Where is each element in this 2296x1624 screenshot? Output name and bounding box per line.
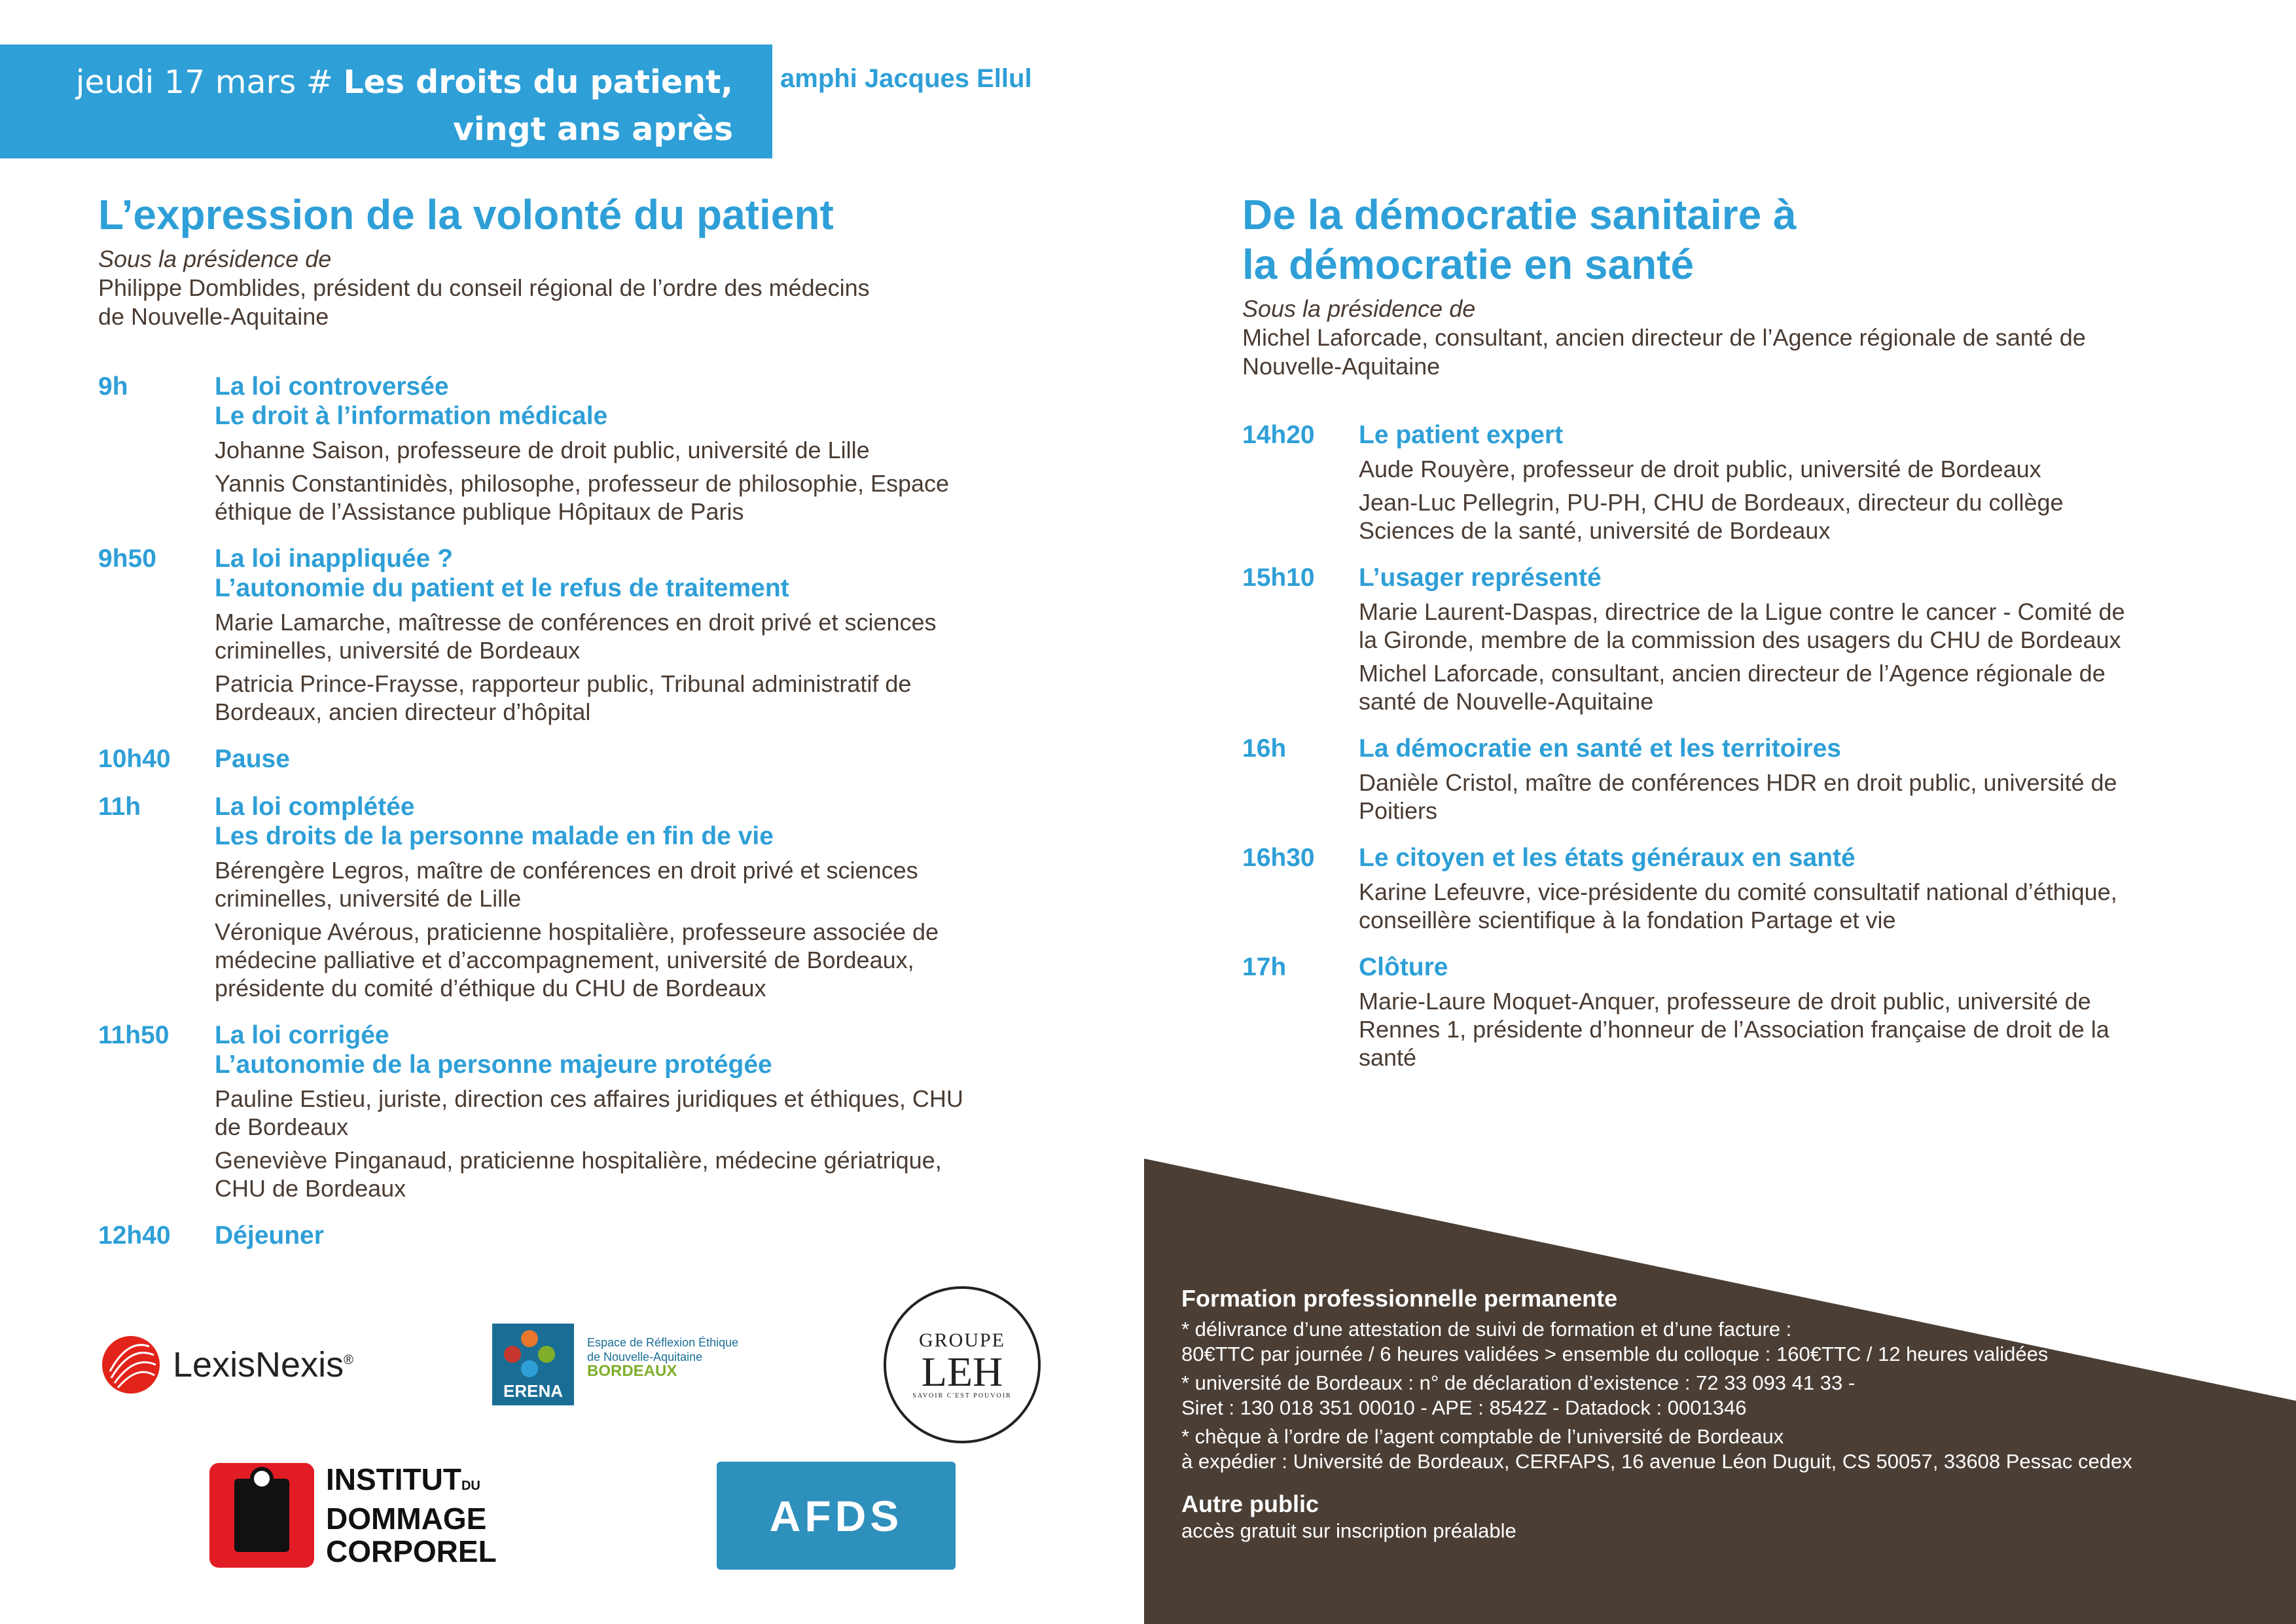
slot-content [1359, 563, 2224, 715]
slot-speaker: Aude Rouyère, professeur de droit public, université de Bordeaux [1359, 456, 2041, 482]
slot-time: 11h [98, 793, 141, 821]
slot-speaker: Johanne Saison, professeure de droit public, université de Lille [215, 437, 870, 463]
slot-title: Pause [215, 745, 290, 773]
formation-heading: Formation professionnelle permanente [1181, 1285, 1618, 1312]
afternoon-heading [1242, 190, 2224, 289]
slot-content [215, 1221, 1054, 1250]
schedule-slot [1242, 420, 2224, 545]
slot-time: 9h50 [98, 545, 156, 573]
slot-content [215, 1020, 1054, 1202]
idc-line-3: CORPOREL [326, 1534, 497, 1568]
slot-time: 16h30 [1242, 844, 1315, 872]
slot-time: 14h20 [1242, 421, 1315, 449]
erena-line-3: BORDEAUX [587, 1362, 677, 1380]
erena-box-label: ERENA [503, 1381, 563, 1401]
slot-speaker: Yannis Constantinidès, philosophe, professeur de philosophie, Espace éthique de l’Assistance publique Hôpitaux de Paris [215, 470, 950, 525]
idc-line-1: INSTITUT [326, 1462, 461, 1496]
formation-line-3: * chèque à l’ordre de l’agent comptable de l’université de Bordeaux à expédier : Université de Bordeaux, CERFAPS, 16 avenue Léon Duguit, CS 50057, 33608 Pessac cedex [1181, 1425, 2132, 1473]
slot-title: Le citoyen et les états généraux en santé [1359, 844, 1856, 872]
slot-title: L’usager représenté [1359, 564, 1602, 592]
header-line-1 [0, 59, 733, 106]
afternoon-presidence-intro: Sous la présidence de [1242, 295, 1476, 322]
erena-line-1: Espace de Réflexion Éthique [587, 1336, 739, 1349]
schedule-slot [1242, 952, 2224, 1072]
slot-title: La démocratie en santé et les territoires [1359, 734, 1841, 763]
slot-speaker: Marie-Laure Moquet-Anquer, professeure de droit public, université de Rennes 1, présidente d’honneur de l’Association française de droit de la santé [1359, 988, 2109, 1071]
formation-line-1: * délivrance d’une attestation de suivi de formation et d’une facture : 80€TTC par journée / 6 heures validées > ensemble du colloque : 160€TTC / 12 heures validées [1181, 1318, 2049, 1365]
idc-line-2: DOMMAGE [326, 1502, 487, 1536]
slot-time: 9h [98, 372, 128, 401]
slot-speaker: Michel Laforcade, consultant, ancien directeur de l’Agence régionale de santé de Nouvelle-Aquitaine [1359, 660, 2106, 715]
other-public-text: accès gratuit sur inscription préalable [1181, 1519, 1516, 1542]
slot-title: La loi corrigée L’autonomie de la personne majeure protégée [215, 1021, 772, 1079]
slot-title: La loi controversée Le droit à l’information médicale [215, 372, 608, 430]
slot-speaker: Patricia Prince-Fraysse, rapporteur public, Tribunal administratif de Bordeaux, ancien directeur d’hôpital [215, 670, 912, 725]
other-public-heading: Autre public [1181, 1490, 1319, 1517]
slot-time: 10h40 [98, 745, 171, 773]
afternoon-schedule [1242, 420, 2224, 1072]
formation-line-2: * université de Bordeaux : n° de déclaration d’existence : 72 33 093 41 33 - Siret : 130 018 351 00010 - APE : 8542Z - Datadock : 0001346 [1181, 1371, 1856, 1419]
erena-icon [492, 1324, 574, 1405]
lexisnexis-text: LexisNexis [173, 1345, 344, 1384]
slot-time: 12h40 [98, 1221, 171, 1250]
schedule-slot [98, 544, 1054, 726]
slot-speaker: Marie Lamarche, maîtresse de conférences en droit privé et sciences criminelles, université de Bordeaux [215, 609, 937, 664]
schedule-slot [98, 372, 1054, 526]
erena-text [587, 1335, 738, 1379]
header-banner [0, 45, 772, 158]
erena-line-2: de Nouvelle-Aquitaine [587, 1350, 703, 1363]
slot-time: 15h10 [1242, 564, 1315, 592]
event-title-line-1: Les droits du patient, [343, 63, 733, 101]
venue: amphi Jacques Ellul [780, 64, 1032, 93]
afternoon-heading-line-2: la démocratie en santé [1242, 241, 1695, 288]
lexisnexis-registered-mark: ® [344, 1353, 353, 1367]
afternoon-heading-line-1: De la démocratie sanitaire à [1242, 191, 1797, 238]
event-date: jeudi 17 mars # [75, 63, 333, 101]
idc-du: DU [461, 1479, 480, 1493]
formation-info [1181, 1284, 2268, 1543]
lexisnexis-name [173, 1344, 353, 1385]
slot-title: Clôture [1359, 953, 1448, 981]
lexisnexis-tree-icon [98, 1332, 164, 1398]
schedule-slot [1242, 843, 2224, 934]
slot-speaker: Véronique Avérous, praticienne hospitalière, professeure associée de médecine palliative et d’accompagnement, université de Bordeaux, présidente du comité d’éthique du CHU de Bordeaux [215, 918, 939, 1001]
lexisnexis-logo [98, 1329, 386, 1401]
schedule-slot [98, 1020, 1054, 1202]
slot-content [1359, 952, 2224, 1072]
idc-text [326, 1463, 497, 1568]
erena-logo [492, 1324, 767, 1409]
institut-dommage-corporel-logo [209, 1460, 524, 1571]
morning-schedule [98, 372, 1054, 1250]
morning-session [98, 190, 1054, 1269]
leh-line-2: LEH [921, 1348, 1003, 1395]
leh-line-1: GROUPE [918, 1329, 1005, 1351]
morning-presidence-intro: Sous la présidence de [98, 245, 332, 272]
slot-speaker: Jean-Luc Pellegrin, PU-PH, CHU de Bordeaux, directeur du collège Sciences de la santé, université de Bordeaux [1359, 489, 2064, 544]
slot-content [215, 792, 1054, 1002]
slot-content [1359, 734, 2224, 825]
slot-speaker: Bérengère Legros, maître de conférences en droit privé et sciences criminelles, université de Lille [215, 857, 918, 912]
schedule-slot [1242, 563, 2224, 715]
slot-title: Déjeuner [215, 1221, 324, 1250]
leh-line-3: SAVOIR C'EST POUVOIR [912, 1392, 1012, 1399]
morning-presidence: Philippe Domblides, président du conseil régional de l’ordre des médecins de Nouvelle-Aquitaine [98, 274, 870, 330]
slot-title: Le patient expert [1359, 421, 1564, 449]
afternoon-presidence: Michel Laforcade, consultant, ancien directeur de l’Agence régionale de santé de Nouvelle-Aquitaine [1242, 324, 2086, 380]
schedule-slot [98, 792, 1054, 1002]
afternoon-session [1242, 190, 2224, 1090]
schedule-slot [98, 1221, 1054, 1250]
slot-title: La loi complétée Les droits de la personne malade en fin de vie [215, 793, 774, 850]
afds-logo: AFDS [717, 1462, 956, 1570]
event-title-line-2: vingt ans après [452, 111, 733, 148]
slot-content [1359, 420, 2224, 545]
slot-speaker: Geneviève Pinganaud, praticienne hospitalière, médecine gériatrique, CHU de Bordeaux [215, 1147, 942, 1202]
slot-speaker: Marie Laurent-Daspas, directrice de la Ligue contre le cancer - Comité de la Gironde, membre de la commission des usagers du CHU de Bordeaux [1359, 598, 2125, 653]
morning-heading: L’expression de la volonté du patient [98, 191, 834, 238]
schedule-slot [98, 744, 1054, 774]
slot-content [215, 744, 1054, 774]
slot-time: 17h [1242, 953, 1287, 981]
slot-content [215, 544, 1054, 726]
slot-speaker: Karine Lefeuvre, vice-présidente du comité consultatif national d’éthique, conseillère scientifique à la fondation Partage et vie [1359, 878, 2117, 933]
slot-time: 11h50 [98, 1021, 170, 1049]
slot-speaker: Pauline Estieu, juriste, direction ces affaires juridiques et éthiques, CHU de Bordeaux [215, 1085, 963, 1140]
schedule-slot [1242, 734, 2224, 825]
idc-person-icon [209, 1463, 314, 1568]
slot-speaker: Danièle Cristol, maître de conférences HDR en droit public, université de Poitiers [1359, 769, 2117, 824]
slot-time: 16h [1242, 734, 1287, 763]
slot-title: La loi inappliquée ? L’autonomie du patient et le refus de traitement [215, 545, 789, 602]
slot-content [1359, 843, 2224, 934]
slot-content [215, 372, 1054, 526]
groupe-leh-logo [884, 1286, 1041, 1443]
